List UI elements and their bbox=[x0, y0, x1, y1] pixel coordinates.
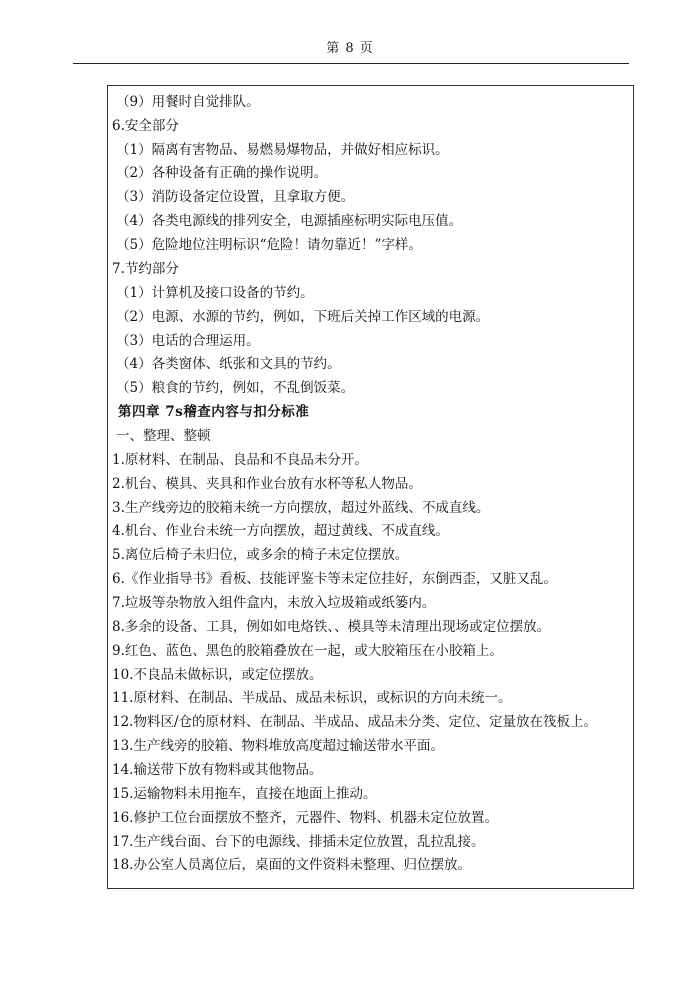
list-item: 13.生产线旁的胶箱、物料堆放高度超过输送带水平面。 bbox=[112, 738, 444, 754]
list-item: （3）消防设备定位设置，且拿取方便。 bbox=[116, 189, 355, 205]
list-item: （2）各种设备有正确的操作说明。 bbox=[116, 165, 328, 181]
list-item: 5.离位后椅子未归位，或多余的椅子未定位摆放。 bbox=[112, 547, 409, 563]
list-item: 7.垃圾等杂物放入组件盒内，未放入垃圾箱或纸篓内。 bbox=[112, 595, 436, 611]
list-item: 3.生产线旁边的胶箱未统一方向摆放，超过外蓝线、不成直线。 bbox=[112, 500, 490, 516]
list-item: 2.机台、模具、夹具和作业台放有水杯等私人物品。 bbox=[112, 476, 422, 492]
list-item: （5）粮食的节约，例如，不乱倒饭菜。 bbox=[116, 380, 355, 396]
list-item: （4）各类窗体、纸张和文具的节约。 bbox=[116, 356, 341, 372]
chapter-heading: 第四章 7s稽查内容与扣分标准 bbox=[118, 404, 310, 420]
list-item: （1）隔离有害物品、易燃易爆物品，并做好相应标识。 bbox=[116, 142, 449, 158]
header-divider bbox=[73, 63, 629, 64]
list-item: 9.红色、蓝色、黑色的胶箱叠放在一起，或大胶箱压在小胶箱上。 bbox=[112, 643, 503, 659]
page-number: 第 8 页 bbox=[326, 41, 374, 56]
list-item: （3）电话的合理运用。 bbox=[116, 333, 260, 349]
list-item: 14.输送带下放有物料或其他物品。 bbox=[112, 762, 323, 778]
list-item: 16.修护工位台面摆放不整齐，元器件、物料、机器未定位放置。 bbox=[112, 810, 498, 826]
list-item: （4）各类电源线的排列安全，电源插座标明实际电压值。 bbox=[116, 213, 463, 229]
list-item: 10.不良品未做标识，或定位摆放。 bbox=[112, 667, 323, 683]
list-item: 8.多余的设备、工具，例如如电烙铁、、模具等未清理出现场或定位摆放。 bbox=[112, 619, 551, 635]
list-item: 17.生产线台面、台下的电源线、排插未定位放置，乱拉乱接。 bbox=[112, 834, 485, 850]
list-item: 11.原材料、在制品、半成品、成品未标识，或标识的方向未统一。 bbox=[112, 690, 512, 706]
list-item: 15.运输物料未用拖车，直接在地面上推动。 bbox=[112, 786, 377, 802]
list-item: （9）用餐时自觉排队。 bbox=[116, 94, 260, 110]
list-item: （5）危险地位注明标识“危险！请勿靠近！”字样。 bbox=[116, 237, 422, 253]
list-item: 4.机台、作业台未统一方向摆放，超过黄线、不成直线。 bbox=[112, 523, 449, 539]
list-item: 12.物料区/仓的原材料、在制品、半成品、成品未分类、定位、定量放在筏板上。 bbox=[112, 714, 598, 730]
list-item: 18.办公室人员离位后，桌面的文件资料未整理、归位摆放。 bbox=[112, 857, 471, 873]
subsection-heading: 一、整理、整顿 bbox=[116, 428, 211, 444]
list-item: 1.原材料、在制品、良品和不良品未分开。 bbox=[112, 452, 368, 468]
section-heading-saving: 7.节约部分 bbox=[112, 261, 179, 277]
list-item: 6.《作业指导书》看板、技能评鉴卡等未定位挂好，东倒西歪，又脏又乱。 bbox=[112, 571, 557, 587]
list-item: （1）计算机及接口设备的节约。 bbox=[116, 285, 314, 301]
section-heading-safety: 6.安全部分 bbox=[112, 118, 179, 134]
list-item: （2）电源、水源的节约，例如，下班后关掉工作区域的电源。 bbox=[116, 309, 490, 325]
